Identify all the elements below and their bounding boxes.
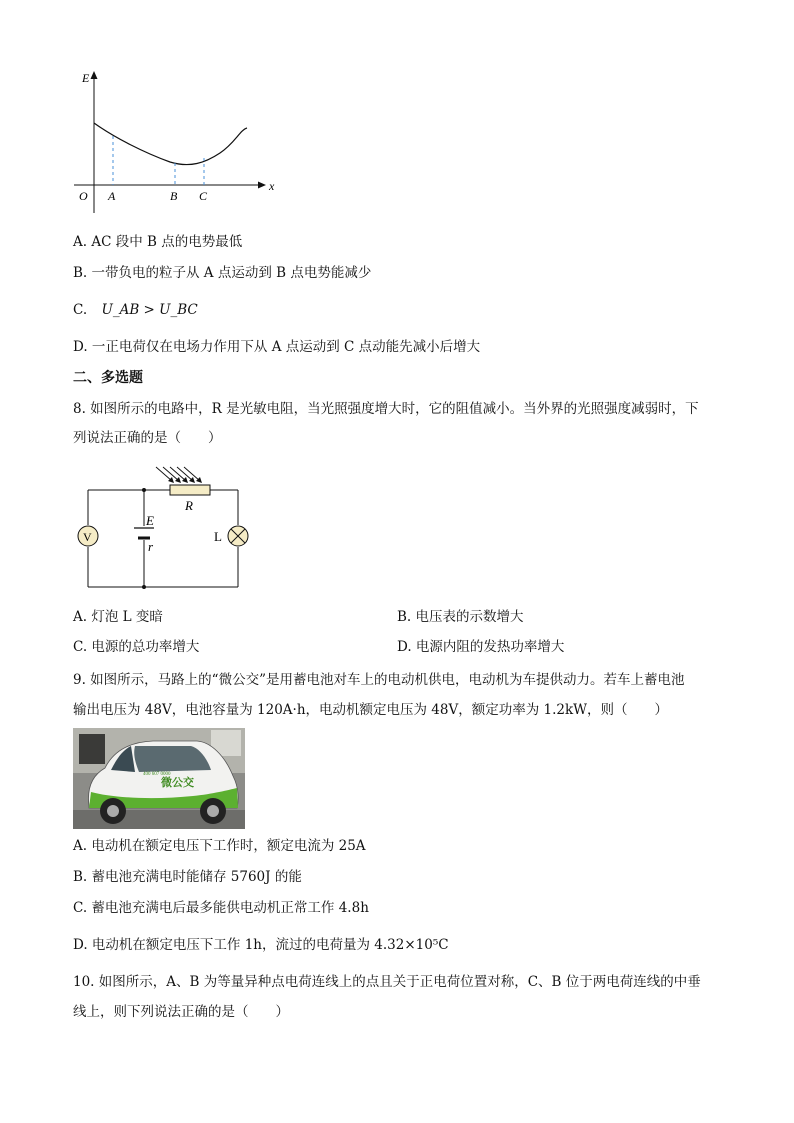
car-phone-text: 400 607 0000 bbox=[143, 772, 171, 777]
internal-resistance-label: r bbox=[148, 539, 154, 554]
q7-option-a: A. AC 段中 B 点的电势最低 bbox=[73, 234, 243, 250]
point-c-label: C bbox=[199, 189, 208, 203]
origin-label: O bbox=[79, 189, 88, 203]
q8-option-b: B. 电压表的示数增大 bbox=[397, 609, 524, 625]
q8-option-c: C. 电源的总功率增大 bbox=[73, 639, 200, 655]
e-curve bbox=[94, 123, 247, 165]
q8-option-a: A. 灯泡 L 变暗 bbox=[73, 609, 163, 625]
point-b-label: B bbox=[170, 189, 178, 203]
q7-option-c bbox=[73, 300, 198, 320]
car-photo bbox=[73, 728, 245, 829]
q7-option-d: D. 一正电荷仅在电场力作用下从 A 点运动到 C 点动能先减小后增大 bbox=[73, 339, 481, 355]
rear-hubcap bbox=[207, 805, 219, 817]
q10-stem-line-2: 线上，则下列说法正确的是（ ） bbox=[73, 1004, 289, 1020]
e-axis-arrow bbox=[91, 71, 98, 79]
e-axis-label: E bbox=[82, 71, 90, 85]
q7-option-c-prefix: C. bbox=[73, 302, 88, 318]
photoresistor bbox=[170, 485, 210, 495]
q8-stem-line-1: 8. 如图所示的电路中，R 是光敏电阻，当光照强度增大时，它的阻值减小。当外界的光照强度减弱时，下 bbox=[73, 401, 699, 417]
window-left bbox=[79, 734, 105, 764]
e-x-graph bbox=[70, 68, 285, 213]
q9-option-a: A. 电动机在额定电压下工作时，额定电流为 25A bbox=[73, 838, 366, 854]
section-2-title: 二、多选题 bbox=[73, 370, 143, 386]
q7-option-c-formula: U_AB > U_BC bbox=[101, 302, 198, 318]
junction-bottom bbox=[142, 585, 146, 589]
q9-stem-line-2: 输出电压为 48V，电池容量为 120A·h，电动机额定电压为 48V，额定功率为 1.2kW，则（ ） bbox=[73, 702, 669, 718]
q9-option-d: D. 电动机在额定电压下工作 1h，流过的电荷量为 4.32×10⁵C bbox=[73, 937, 449, 953]
q10-stem-line-1: 10. 如图所示，A、B 为等量异种点电荷连线上的点且关于正电荷位置对称，C、B 位于两电荷连线的中垂 bbox=[73, 974, 701, 990]
car-logo-text: 微公交 bbox=[161, 777, 194, 789]
x-axis-arrow bbox=[258, 182, 266, 189]
q7-option-b: B. 一带负电的粒子从 A 点运动到 B 点电势能减少 bbox=[73, 265, 372, 281]
junction-top bbox=[142, 488, 146, 492]
lamp-label: L bbox=[214, 529, 222, 544]
front-hubcap bbox=[107, 805, 119, 817]
q9-stem-line-1: 9. 如图所示，马路上的“微公交”是用蓄电池对车上的电动机供电，电动机为车提供动力。若车上蓄电池 bbox=[73, 672, 685, 688]
point-a-label: A bbox=[108, 189, 116, 203]
circuit-diagram bbox=[74, 462, 254, 594]
x-axis-label: x bbox=[269, 179, 275, 193]
q9-option-c: C. 蓄电池充满电后最多能供电动机正常工作 4.8h bbox=[73, 900, 369, 916]
emf-label: E bbox=[146, 513, 154, 528]
q9-option-b: B. 蓄电池充满电时能储存 5760J 的能 bbox=[73, 869, 302, 885]
resistor-label: R bbox=[185, 498, 193, 513]
voltmeter-label: V bbox=[83, 530, 92, 544]
q8-option-d: D. 电源内阻的发热功率增大 bbox=[397, 639, 565, 655]
q8-stem-line-2: 列说法正确的是（ ） bbox=[73, 430, 222, 446]
